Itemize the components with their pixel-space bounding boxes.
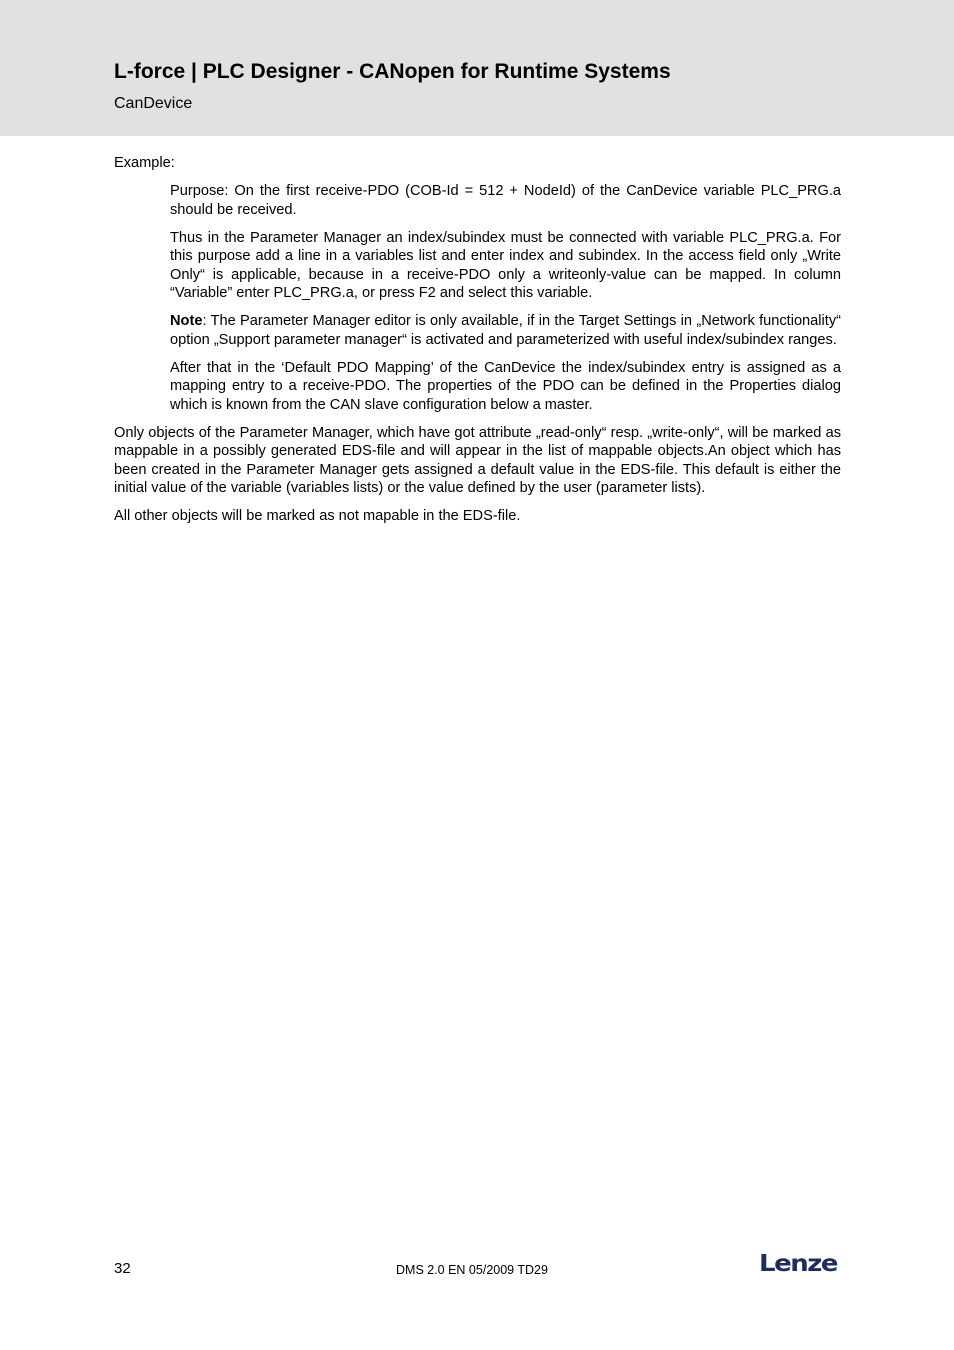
lenze-logo <box>758 1249 838 1277</box>
purpose-paragraph: Purpose: On the first receive-PDO (COB-Id = 512 + NodeId) of the CanDevice variable PLC_PRG.a should be received. <box>170 183 841 218</box>
mappable-objects-paragraph: Only objects of the Parameter Manager, which have got attribute „read-only“ resp. „write-only“, will be marked as mappable in a possibly generated EDS-file and will appear in the list of mappable objects.An object which has been created in the Parameter Manager gets assigned a default value in the EDS-file. This default is either the initial value of the variable (variables lists) or the value defined by the user (parameter lists). <box>114 425 841 497</box>
page-number: 32 <box>114 1260 131 1277</box>
svg-text:Lenze: Lenze <box>759 1251 838 1277</box>
note-text: : The Parameter Manager editor is only available, if in the Target Settings in „Network functionality“ option „Support parameter manager“ is activated and parameterized with useful index/subindex ranges. <box>170 313 841 348</box>
note-label: Note <box>170 313 203 330</box>
pdo-mapping-paragraph: After that in the ‘Default PDO Mapping’ of the CanDevice the index/subindex entry is assigned as a mapping entry to a receive-PDO. The properties of the PDO can be defined in the Properties dialog which is known from the CAN slave configuration below a master. <box>170 360 841 413</box>
lenze-logo-graphic <box>758 1249 838 1277</box>
page-content <box>114 154 841 536</box>
parameter-manager-paragraph: Thus in the Parameter Manager an index/subindex must be connected with variable PLC_PRG.a. For this purpose add a line in a variables list and enter index and subindex. In the access field only „Write Only“ is applicable, because in a receive-PDO only a writeonly-value can be mapped. In column “Variable” enter PLC_PRG.a, or press F2 and select this variable. <box>170 230 841 302</box>
page-header <box>0 0 954 136</box>
section-subtitle: CanDevice <box>114 95 193 112</box>
other-objects-paragraph: All other objects will be marked as not mapable in the EDS-file. <box>114 508 521 525</box>
document-title: L-force | PLC Designer - CANopen for Runtime Systems <box>114 60 671 83</box>
example-label: Example: <box>114 155 175 171</box>
document-id: DMS 2.0 EN 05/2009 TD29 <box>396 1263 548 1277</box>
note-paragraph <box>170 312 841 349</box>
